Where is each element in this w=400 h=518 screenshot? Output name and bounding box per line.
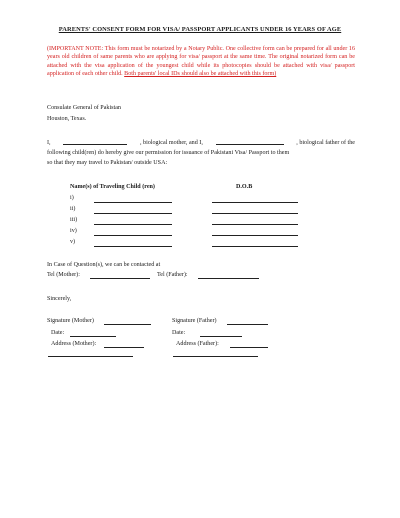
father-text: , biological father of the [296, 140, 355, 146]
tel-mother-field[interactable] [90, 278, 150, 279]
address-mother-label: Address (Mother): [51, 341, 97, 347]
prefix-i: I, [47, 140, 51, 146]
address-mother-line-2[interactable] [48, 356, 133, 357]
child-dob-field-1[interactable] [212, 202, 298, 203]
signature-mother-field[interactable] [104, 324, 151, 325]
closing: Sincerely, [47, 296, 72, 302]
child-name-field-1[interactable] [94, 202, 172, 203]
tel-father-label: Tel (Father): [157, 272, 188, 278]
child-name-field-2[interactable] [94, 213, 172, 214]
consulate-name: Consulate General of Pakistan [47, 105, 121, 111]
address-father-line-2[interactable] [173, 356, 258, 357]
row-label-3: iii) [70, 217, 78, 223]
date-father-label: Date: [172, 330, 186, 336]
important-note [47, 45, 355, 79]
dob-header: D.O.B [236, 184, 253, 190]
child-dob-field-3[interactable] [212, 224, 298, 225]
signature-father-label: Signature (Father) [172, 318, 217, 324]
mother-name-field[interactable] [63, 138, 127, 145]
date-father-field[interactable] [200, 336, 242, 337]
child-dob-field-2[interactable] [212, 213, 298, 214]
child-dob-field-5[interactable] [212, 246, 298, 247]
address-father-field[interactable] [230, 347, 268, 348]
important-note-text: (IMPORTANT NOTE: This form must be notarized by a Notary Public. One collective form can be prepared for all under 16 years old children of same parents who are applying for visa/ passport at the same time. The original notarized form can be attached with the visa application of the youngest child while its photocopies should be attached with visa/ passport application of each other child. [47, 46, 355, 78]
row-label-2: ii) [70, 206, 76, 212]
row-label-1: i) [70, 195, 74, 201]
tel-mother-label: Tel (Mother): [47, 272, 80, 278]
child-name-field-4[interactable] [94, 235, 172, 236]
child-dob-field-4[interactable] [212, 235, 298, 236]
paragraph-line-2: following child(ren) do hereby give our permission for issuance of Pakistani Visa/ Passport to them [47, 150, 290, 157]
mother-text: , biological mother, and I, [139, 140, 203, 146]
address-father-label: Address (Father): [176, 341, 219, 347]
consulate-city: Houston, Texas. [47, 116, 87, 122]
paragraph-line-3: so that they may travel to Pakistan/ outside USA: [47, 160, 168, 167]
row-label-4: iv) [70, 228, 77, 234]
signature-mother-label: Signature (Mother) [47, 318, 94, 324]
date-mother-label: Date: [51, 330, 65, 336]
consent-paragraph [47, 138, 355, 169]
row-label-5: v) [70, 239, 76, 245]
form-title: PARENTS' CONSENT FORM FOR VISA/ PASSPORT APPLICANTS UNDER 16 YEARS OF AGE [58, 26, 342, 33]
date-mother-field[interactable] [70, 336, 116, 337]
signature-father-field[interactable] [227, 324, 268, 325]
contact-heading: In Case of Question(s), we can be contacted at [47, 262, 161, 268]
child-name-field-3[interactable] [94, 224, 172, 225]
important-note-underlined: Both parents' local IDs should also be attached with this form) [124, 71, 277, 78]
tel-father-field[interactable] [198, 278, 259, 279]
child-name-field-5[interactable] [94, 246, 172, 247]
father-name-field[interactable] [216, 138, 284, 145]
children-name-header: Name(s) of Traveling Child (ren) [70, 184, 155, 190]
address-mother-field[interactable] [104, 347, 144, 348]
